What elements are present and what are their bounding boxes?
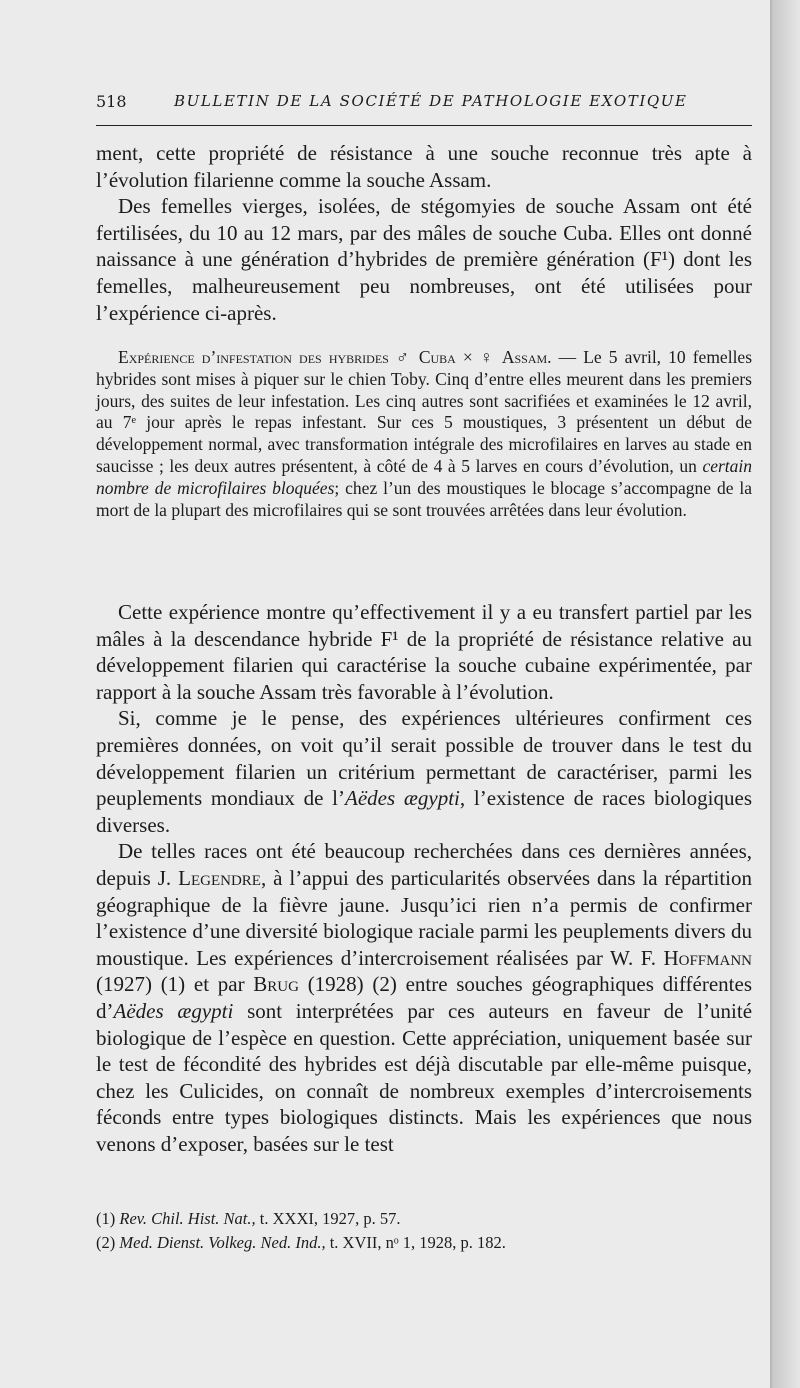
footnote-1 bbox=[96, 1207, 752, 1231]
races-text-3: (1927) (1) et par bbox=[96, 972, 245, 997]
paragraph-continuation: ment, cette propriété de résistance à une souche reconnue très apte à l’évolution filarienne comme la souche Assam. bbox=[96, 141, 752, 192]
author-brug: Brug bbox=[253, 972, 299, 997]
races-text-2: , à l’appui des particularités observées dans la répartition géographique de la fièvre jaune. Jusqu’ici rien n’a permis de confirmer l’existence d’une diversité biologique raciale parmi les peuplements divers du moustique. Les expériences d’intercroisement réalisées par W. F. bbox=[96, 865, 753, 970]
page-header bbox=[96, 92, 752, 122]
experiment-text-2: ; chez l’un des moustiques le blocage s’accompagne de la mort de la plupart des microfilaires qui se sont trouvées arrêtées dans leur évolution. bbox=[96, 477, 753, 520]
author-hoffmann: Hoffmann bbox=[663, 945, 752, 970]
footnotes bbox=[96, 1207, 752, 1255]
footnote-2 bbox=[96, 1231, 752, 1255]
running-title: BULLETIN DE LA SOCIÉTÉ DE PATHOLOGIE EXOTIQUE bbox=[174, 92, 688, 110]
species-name: Aëdes ægypti bbox=[345, 786, 460, 811]
footnote-source: Rev. Chil. Hist. Nat., bbox=[119, 1209, 256, 1228]
footnote-marker: (2) bbox=[96, 1233, 116, 1252]
discussion-section bbox=[96, 599, 752, 1157]
footnote-marker: (1) bbox=[96, 1209, 116, 1228]
races-text-4: (1928) (2) entre souches géographiques différentes d’ bbox=[96, 972, 753, 1023]
paragraph-criterium bbox=[96, 705, 752, 838]
paragraph-fertilisation: Des femelles vierges, isolées, de stégomyies de souche Assam ont été fertilisées, du 10 au 12 mars, par des mâles de souche Cuba. Elles ont donné naissance à une génération d’hybrides de première génération (F¹) dont les femelles, malheureusement peu nombreuses, ont été utilisées pour l’expérience ci-après. bbox=[96, 194, 752, 325]
paragraph-transfer: Cette expérience montre qu’effectivement il y a eu transfert partiel par les mâles à la descendance hybride F¹ de la propriété de résistance relative au développement filarien qui caractérise la souche cubaine expérimentée, par rapport à la souche Assam très favorable à l’évolution. bbox=[96, 600, 752, 704]
criterium-text-2: , l’existence de races biologiques diverses. bbox=[96, 786, 752, 837]
experiment-section bbox=[96, 347, 752, 521]
author-legendre: Legendre bbox=[178, 865, 261, 890]
footnote-details: t. XVII, nᵒ 1, 1928, p. 182. bbox=[329, 1233, 506, 1252]
page-number: 518 bbox=[96, 92, 127, 111]
experiment-heading: Expérience d’infestation des hybrides ♂ Cuba × ♀ Assam. bbox=[118, 347, 552, 367]
paragraph-races bbox=[96, 838, 752, 1157]
criterium-text-1: Si, comme je le pense, des expériences ultérieures confirment ces premières données, on voit qu’il serait possible de trouver dans le test du développement filarien un critérium permettant de caractériser, parmi les peuplements mondiaux de l’ bbox=[96, 706, 752, 811]
page-edge bbox=[772, 0, 800, 1388]
races-text-5: sont interprétées par ces auteurs en faveur de l’unité biologique de l’espèce en question. Cette appréciation, uniquement basée sur le test de fécondité des hybrides est déjà discutable par elle-même puisque, chez les Culicides, on connaît de nombreux exemples d’intercroisements féconds entre types biologiques distincts. Mais les expériences que nous venons d’exposer, basées sur le test bbox=[96, 998, 753, 1156]
races-text-1: De telles races ont été beaucoup recherchées dans ces dernières années, depuis J. bbox=[96, 839, 752, 890]
header-rule bbox=[96, 125, 752, 126]
experiment-text-1: — Le 5 avril, 10 femelles hybrides sont mises à piquer sur le chien Toby. Cinq d’entre elles meurent dans les premiers jours, des suites de leur infestation. Les cinq autres sont sacrifiées et examinées le 12 avril, au 7ᵉ jour après le repas infestant. Sur ces 5 moustiques, 3 présentent un début de développement normal, avec transformation intégrale des microfilaires en larves au stade en saucisse ; les deux autres présentent, à côté de 4 à 5 larves en cours d’évolution, un bbox=[96, 347, 753, 476]
species-name: Aëdes ægypti bbox=[113, 998, 234, 1023]
intro-section bbox=[96, 140, 752, 326]
experiment-paragraph bbox=[96, 347, 752, 521]
footnote-details: t. XXXI, 1927, p. 57. bbox=[259, 1209, 401, 1228]
experiment-italic-phrase: certain nombre de microfilaires bloquées bbox=[96, 455, 753, 498]
footnote-source: Med. Dienst. Volkeg. Ned. Ind., bbox=[119, 1233, 326, 1252]
